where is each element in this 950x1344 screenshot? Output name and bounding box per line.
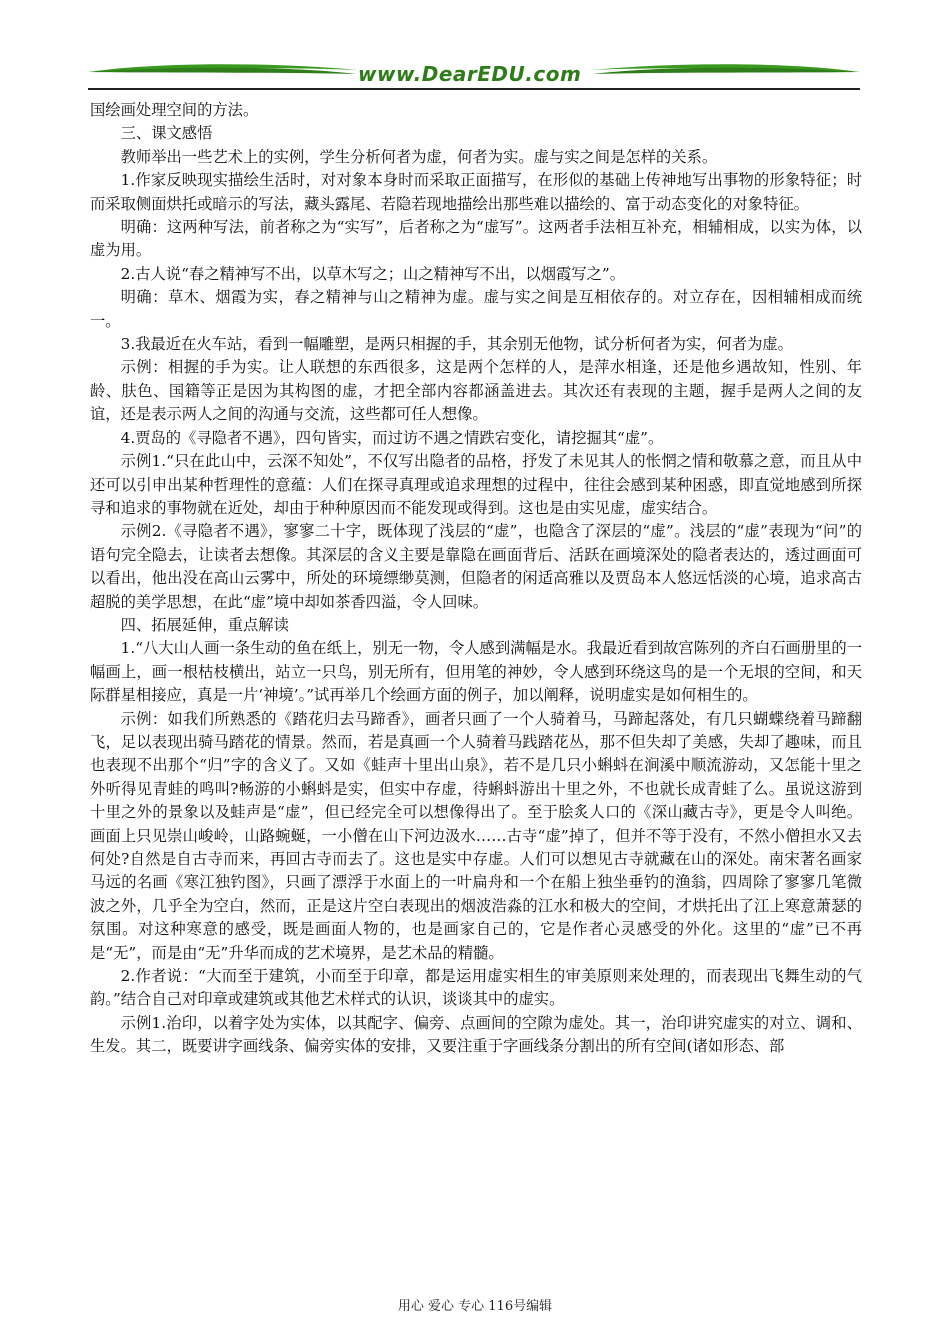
paragraph: 四、拓展延伸，重点解读: [120, 615, 289, 634]
paragraph: 2.作者说：“大而至于建筑，小而至于印章，都是运用虚实相生的审美原则来处理的，而表现出飞舞生动的气韵。”结合自己对印章或建筑或其他艺术样式的认识，谈谈其中的虚实。: [90, 967, 862, 1009]
paragraph: 三、课文感悟: [120, 124, 213, 143]
paragraph: 示例：相握的手为实。让人联想的东西很多，这是两个怎样的人，是萍水相逢，还是他乡遇故知，性别、年龄、肤色、国籍等正是因为其构图的虚，才把全部内容都涵盖进去。其次还有表现的主题，握手是两人之间的友谊，还是表示两人之间的沟通与交流，这些都可任人想像。: [90, 358, 862, 424]
paragraph: 示例：如我们所熟悉的《踏花归去马蹄香》，画者只画了一个人骑着马，马蹄起落处，有几只蝴蝶绕着马蹄翻飞，足以表现出骑马踏花的情景。然而，若是真画一个人骑着马践踏花丛，那不但失却了美感，失却了趣味，而且也表现不出那个“归”字的含义了。又如《蛙声十里出山泉》，若不是几只小蝌蚪在涧溪中顺流游动，又怎能十里之外听得见青蛙的鸣叫?畅游的小蝌蚪是实，但实中存虚，待蝌蚪游出十里之外，不也就长成青蛙了么。虽说这游到十里之外的景象以及蛙声是“虚”，但已经完全可以想像得出了。至于脍炙人口的《深山藏古寺》，更是令人叫绝。画面上只见崇山峻岭，山路蜿蜒，一小僧在山下河边汲水……古寺“虚”掉了，但并不等于没有，不然小僧担水又去何处?自然是自古寺而来，再回古寺而去了。这也是实中存虚。人们可以想见古寺就藏在山的深处。南宋著名画家马远的名画《寒江独钓图》，只画了漂浮于水面上的一叶扁舟和一个在船上独坐垂钓的渔翁，四周除了寥寥几笔微波之外，几乎全为空白，然而，正是这片空白表现出的烟波浩淼的江水和极大的空间，才烘托出了江上寒意萧瑟的氛围。对这种寒意的感受，既是画面人物的，也是画家自己的，它是作者心灵感受的外化。这里的“虚”已不再是“无”，而是由“无”升华而成的艺术境界，是艺术品的精髓。: [90, 709, 862, 962]
paragraph: 2.古人说“春之精神写不出，以草木写之；山之精神写不出，以烟霞写之”。: [120, 264, 626, 283]
paragraph: 3.我最近在火车站，看到一幅雕塑，是两只相握的手，其余别无他物，试分析何者为实，何者为虚。: [120, 335, 793, 354]
paragraph: 1.作家反映现实描绘生活时，对对象本身时而采取正面描写，在形似的基础上传神地写出事物的形象特征；时而采取侧面烘托或暗示的写法，藏头露尾、若隐若现地描绘出那些难以描绘的、富于动态变化的对象特征。: [90, 171, 862, 213]
paragraph: 示例2.《寻隐者不遇》，寥寥二十字，既体现了浅层的“虚”，也隐含了深层的“虚”。浅层的“虚”表现为“问”的语句完全隐去，让读者去想像。其深层的含义主要是靠隐在画面背后、活跃在画境深处的隐者表达的，透过画面可以看出，他出没在高山云雾中，所处的环境缥缈莫测，但隐者的闲适高雅以及贾岛本人悠远恬淡的心境，追求高古超脱的美学思想，在此“虚”境中却如茶香四溢，令人回味。: [90, 522, 862, 611]
paragraph: 4.贾岛的《寻隐者不遇》，四句皆实，而过访不遇之情跌宕变化，请挖掘其“虚”。: [120, 428, 664, 447]
header-divider: [88, 88, 860, 90]
paragraph: 1.“八大山人画一条生动的鱼在纸上，别无一物，令人感到满幅是水。我最近看到故宫陈列的齐白石画册里的一幅画上，画一根枯枝横出，站立一只鸟，别无所有，但用笔的神妙，令人感到环绕这鸟的是一个无垠的空间，和天际群星相接应，真是一片‘神境’。”试再举几个绘画方面的例子，加以阐释，说明虚实是如何相生的。: [90, 639, 862, 705]
document-body: [90, 99, 862, 1059]
page-footer: 用心 爱心 专心 116号编辑: [397, 1299, 553, 1314]
site-logo-text[interactable]: www.DearEDU.com: [358, 62, 582, 86]
paragraph: 国绘画处理空间的方法。: [90, 101, 259, 119]
paragraph: 明确：这两种写法，前者称之为“实写”，后者称之为“虚写”。这两者手法相互补充，相辅相成，以实为体，以虚为用。: [90, 218, 862, 260]
paragraph: 示例1.治印，以着字处为实体，以其配字、偏旁、点画间的空隙为虚处。其一，治印讲究虚实的对立、调和、生发。其二，既要讲字画线条、偏旁实体的安排，又要注重于字画线条分割出的所有空间(诸如形态、部: [90, 1013, 862, 1056]
paragraph: 明确：草木、烟霞为实，春之精神与山之精神为虚。虚与实之间是互相依存的。对立存在，因相辅相成而统一。: [90, 288, 862, 330]
paragraph: 示例1.“只在此山中，云深不知处”，不仅写出隐者的品格，抒发了未见其人的怅惘之情和敬慕之意，而且从中还可以引申出某种哲理性的意蕴：人们在探寻真理或追求理想的过程中，往往会感到某种困惑，即直觉地感到所探寻和追求的事物就在近处，却由于种种原因而不能发现或得到。这也是由实见虚，虚实结合。: [90, 452, 862, 517]
paragraph: 教师举出一些艺术上的实例，学生分析何者为虚，何者为实。虚与实之间是怎样的关系。: [120, 147, 718, 166]
